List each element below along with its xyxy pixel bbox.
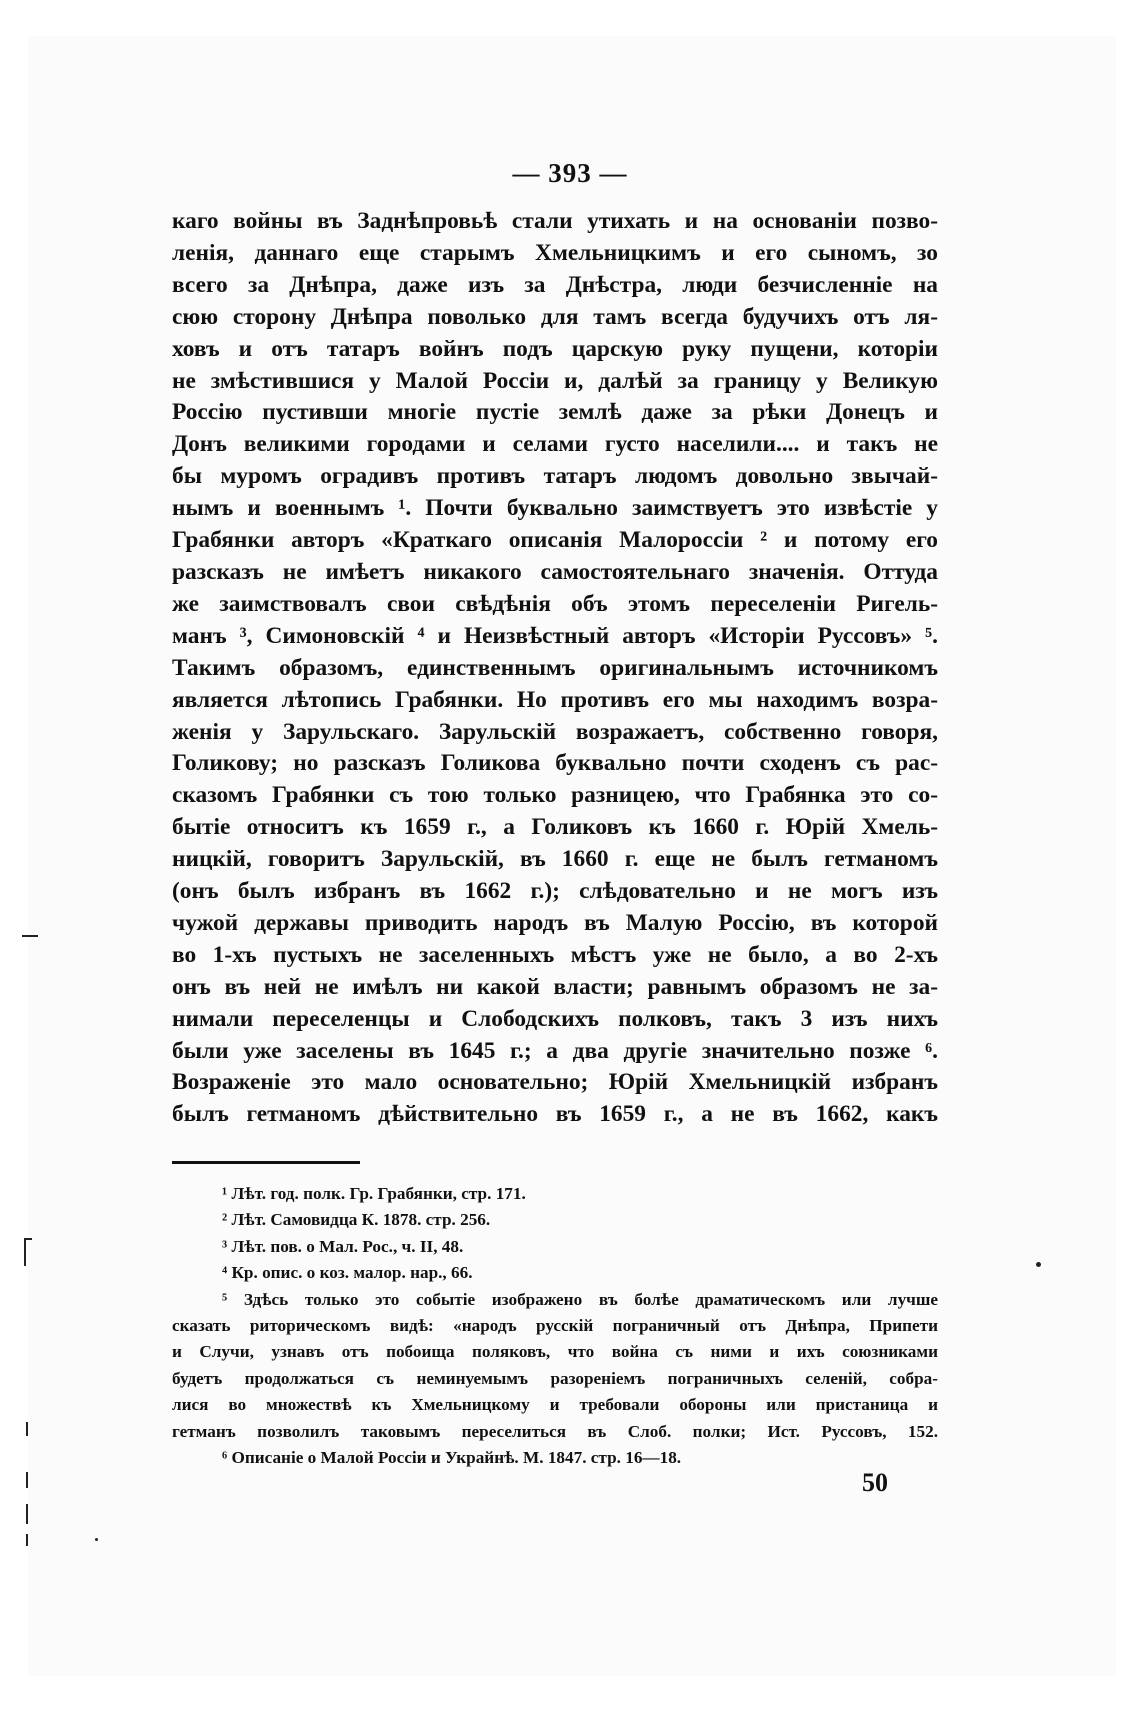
text-line: онъ въ ней не имѣлъ ни какой власти; равнымъ образомъ не за-: [172, 973, 938, 1000]
page-number: — 393 —: [512, 158, 628, 188]
footnote: ³ Лѣт. пов. о Мал. Рос., ч. II, 48.: [222, 1236, 464, 1256]
text-line: Голикову; но разсказъ Голикова буквально почти сходенъ съ рас-: [172, 750, 938, 777]
footnote-continued: сказать риторическомъ видѣ: «народъ русскій пограничный отъ Днѣпра, Припети: [172, 1316, 938, 1336]
text-line: бы муромъ оградивъ противъ татаръ людомъ довольно звычай-: [172, 463, 938, 490]
text-line: ховъ и отъ татаръ войнъ подъ царскую руку пущени, которіи: [172, 335, 938, 362]
margin-tick-mark: [26, 1504, 28, 1524]
text-line: сказомъ Грабянки съ тою только разницею, что Грабянка это со-: [172, 782, 938, 809]
margin-tick-mark: [26, 1472, 28, 1488]
margin-dot-mark: [1036, 1262, 1041, 1267]
footnote: ¹ Лѣт. год. полк. Гр. Грабянки, стр. 171.: [222, 1184, 526, 1203]
footnote-continued: гетманъ позволилъ таковымъ переселиться въ Слоб. полки; Ист. Руссовъ, 152.: [172, 1421, 938, 1441]
text-line: Возраженіе это мало основательно; Юрій Хмельницкій избранъ: [172, 1069, 938, 1096]
footnote-continued: будетъ продолжаться съ неминуемымъ разореніемъ пограничныхъ селеній, собра-: [172, 1368, 938, 1388]
text-line: каго войны въ Заднѣпровьѣ стали утихать и на основаніи позво-: [172, 208, 938, 234]
text-line: сюю сторону Днѣпра поволько для тамъ всегда будучихъ отъ ля-: [172, 303, 938, 330]
text-line: во 1-хъ пустыхъ не заселенныхъ мѣстъ уже не было, а во 2-хъ: [172, 941, 938, 968]
footnote: ⁴ Кр. опис. о коз. малор. нар., 66.: [222, 1263, 473, 1283]
text-line: же заимствовалъ свои свѣдѣнія объ этомъ переселеніи Ригель-: [172, 590, 938, 617]
main-text: [172, 206, 938, 1131]
text-line: Россію пустивши многіе пустіе землѣ даже за рѣки Донецъ и: [172, 399, 938, 426]
text-line: Донъ великими городами и селами густо населили.... и такъ не: [172, 431, 938, 458]
footnote: ⁵ Здѣсь только это событіе изображено въ болѣе драматическомъ или лучше: [222, 1289, 938, 1309]
text-line: ленія, даннаго еще старымъ Хмельницкимъ и его сыномъ, зо: [172, 239, 938, 266]
footnote-continued: и Случи, узнавъ отъ побоища поляковъ, что война съ ними и ихъ союзниками: [172, 1342, 938, 1362]
margin-bracket-mark: [24, 1238, 32, 1240]
text-line: Такимъ образомъ, единственнымъ оригинальнымъ источникомъ: [172, 654, 938, 681]
text-line: всего за Днѣпра, даже изъ за Днѣстра, люди безчисленніе на: [172, 271, 938, 298]
text-line: нимали переселенцы и Слободскихъ полковъ, такъ 3 изъ нихъ: [172, 1005, 938, 1032]
margin-dot-mark: [95, 1538, 98, 1541]
footnote: ² Лѣт. Самовидца К. 1878. стр. 256.: [222, 1210, 491, 1230]
margin-dash-mark: [22, 935, 38, 937]
text-line: нымъ и военнымъ ¹. Почти буквально заимствуетъ это извѣстіе у: [172, 495, 938, 522]
text-line: манъ ³, Симоновскій ⁴ и Неизвѣстный авторъ «Исторіи Руссовъ» ⁵.: [172, 622, 938, 649]
text-line: не змѣстившися у Малой Россіи и, далѣй за границу у Великую: [172, 367, 938, 394]
text-line: является лѣтопись Грабянки. Но противъ его мы находимъ возра-: [172, 686, 938, 713]
margin-tick-mark: [26, 1534, 28, 1546]
footnote-divider: [172, 1161, 360, 1164]
text-line: разсказъ не имѣетъ никакого самостоятельнаго значенія. Оттуда: [172, 558, 938, 585]
text-line: (онъ былъ избранъ въ 1662 г.); слѣдовательно и не могъ изъ: [172, 878, 938, 905]
margin-bracket-mark: [24, 1238, 26, 1266]
text-line: бытіе относитъ къ 1659 г., а Голиковъ къ 1660 г. Юрій Хмель-: [172, 814, 938, 841]
footnotes: [172, 1181, 938, 1471]
text-line: ницкій, говоритъ Зарульскій, въ 1660 г. еще не былъ гетманомъ: [172, 846, 938, 873]
text-line: были уже заселены въ 1645 г.; а два другіе значительно позже ⁶.: [172, 1037, 938, 1064]
text-line: Грабянки авторъ «Краткаго описанія Малороссіи ² и потому его: [172, 527, 938, 554]
text-line: былъ гетманомъ дѣйствительно въ 1659 г., а не въ 1662, какъ: [172, 1101, 938, 1128]
footnote: ⁶ Описаніе о Малой Россіи и Украйнѣ. М. 1847. стр. 16—18.: [222, 1448, 682, 1468]
signature-mark: 50: [862, 1468, 888, 1497]
margin-tick-mark: [26, 1422, 28, 1436]
text-line: чужой державы приводить народъ въ Малую Россію, въ которой: [172, 909, 938, 936]
footnote-continued: лися во множествѣ къ Хмельницкому и требовали обороны или пристаница и: [172, 1395, 938, 1415]
text-line: женія у Зарульскаго. Зарульскій возражаетъ, собственно говоря,: [172, 718, 938, 745]
